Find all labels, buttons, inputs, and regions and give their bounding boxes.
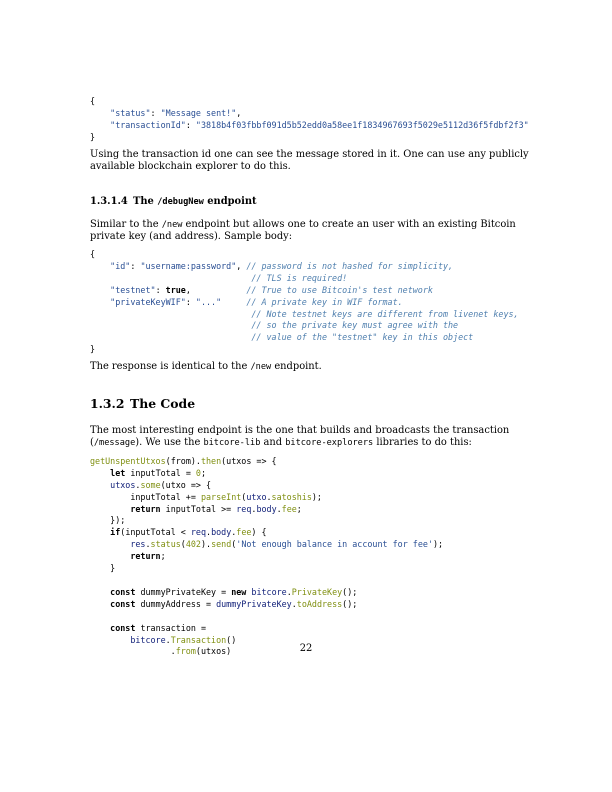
javascript-code-block: getUnspentUtxos(from).then(utxos => { let inputTotal = 0; utxos.some(utxo => { inputTotal += parseInt(utxo.satoshis); return inputTotal >= req.body.fee; }); if(inputTotal < req.body.fee) { res.status(402).send('Not enough balance in account for fee'); return; } const dummyPrivateKey = new bitcore.PrivateKey(); const dummyAddress = dummyPrivateKey.toAddress(); const transaction = bitcore.Transaction() .from(utxos) [90,455,444,657]
paragraph-response-identical: The response is identical to the /new endpoint. [90,361,322,373]
paragraph-transaction-id: Using the transaction id one can see the message stored in it. One can use any publicly available blockchain explorer to do this. [90,148,529,173]
paragraph-debugnew-description: Similar to the /new endpoint but allows one to create an user with an existing Bitcoin private key (and address). Sample body: [90,218,516,243]
paragraph-code-intro: The most interesting endpoint is the one that builds and broadcasts the transaction (/message). We use the bitcore-lib and bitcore-explorers libraries to do this: [90,424,510,449]
response-json-block: { "status": "Message sent!", "transactionId": "3818b4f03fbbf091d5b52edd0a58ee1f1834967693f5029e5112d36f5fdbf2f3" } [90,96,529,142]
page-number: 22 [299,643,313,654]
section-heading-the-code: 1.3.2 The Code [90,395,196,411]
document-page [90,96,530,658]
sample-body-block: { "id": "username:password", // password is not hashed for simplicity, // TLS is required! "testnet": true, // True to use Bitcoin's test network "privateKeyWIF": "..." // A private key in WIF format. // Note testnet keys are different from livenet keys, // so the private key must agree with the // value of the "testnet" key in this object } [90,249,519,355]
section-heading-debugnew: 1.3.1.4 The /debugNew endpoint [90,195,257,207]
